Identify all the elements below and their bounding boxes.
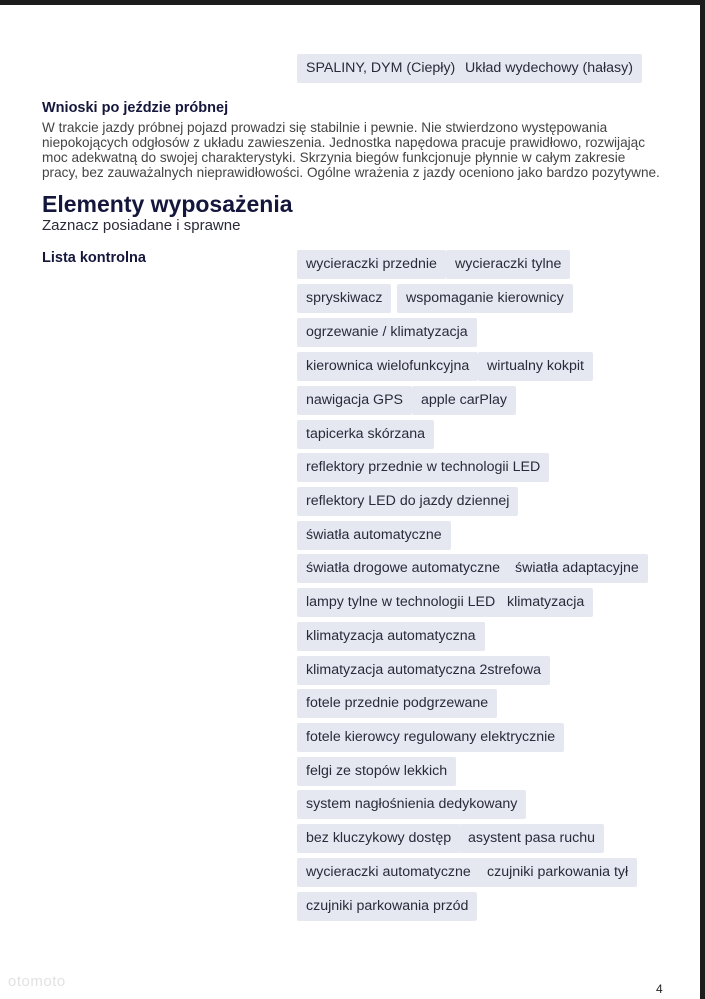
equipment-item: lampy tylne w technologii LED (297, 588, 504, 617)
equipment-item: tapicerka skórzana (297, 420, 434, 449)
document-page (0, 5, 700, 999)
equipment-item: fotele kierowcy regulowany elektrycznie (297, 723, 564, 752)
equipment-subtitle: Zaznacz posiadane i sprawne (42, 217, 241, 234)
equipment-item: reflektory LED do jazdy dziennej (297, 487, 518, 516)
equipment-item: nawigacja GPS (297, 386, 412, 415)
chip-exhaust-smoke: SPALINY, DYM (Ciepły) (297, 54, 464, 83)
equipment-item: apple carPlay (412, 386, 516, 415)
checklist-label: Lista kontrolna (42, 250, 146, 266)
equipment-item: fotele przednie podgrzewane (297, 689, 497, 718)
equipment-item: asystent pasa ruchu (459, 824, 604, 853)
equipment-item: kierownica wielofunkcyjna (297, 352, 478, 381)
page-number: 4 (656, 982, 663, 996)
equipment-item: wycieraczki przednie (297, 250, 446, 279)
equipment-item: klimatyzacja automatyczna (297, 622, 485, 651)
chip-exhaust-system: Układ wydechowy (hałasy) (456, 54, 642, 83)
equipment-item: światła adaptacyjne (506, 554, 648, 583)
equipment-item: światła automatyczne (297, 521, 451, 550)
equipment-item: bez kluczykowy dostęp (297, 824, 460, 853)
equipment-item: wirtualny kokpit (478, 352, 593, 381)
equipment-item: wspomaganie kierownicy (397, 284, 573, 313)
equipment-item: reflektory przednie w technologii LED (297, 453, 549, 482)
equipment-item: czujniki parkowania tył (478, 858, 637, 887)
equipment-item: ogrzewanie / klimatyzacja (297, 318, 477, 347)
equipment-item: klimatyzacja (498, 588, 593, 617)
equipment-heading: Elementy wyposażenia (42, 191, 293, 217)
equipment-item: system nagłośnienia dedykowany (297, 790, 526, 819)
equipment-item: wycieraczki automatyczne (297, 858, 480, 887)
watermark-logo: otomoto (8, 973, 66, 990)
equipment-item: felgi ze stopów lekkich (297, 757, 456, 786)
equipment-item: spryskiwacz (297, 284, 391, 313)
test-drive-conclusions-text: W trakcie jazdy próbnej pojazd prowadzi się stabilnie i pewnie. Nie stwierdzono występowania niepokojących odgłosów z układu zawieszenia. Jednostka napędowa pracuje prawidłowo, rozwijając moc adekwatną do swojej charakterystyki. Skrzynia biegów funkcjonuje płynnie w całym zakresie pracy, bez zauważalnych nieprawidłowości. Ogólne wrażenia z jazdy oceniono jako bardzo pozytywne. (42, 120, 660, 180)
test-drive-conclusions-heading: Wnioski po jeździe próbnej (42, 100, 229, 116)
equipment-item: wycieraczki tylne (446, 250, 570, 279)
equipment-item: klimatyzacja automatyczna 2strefowa (297, 656, 550, 685)
equipment-item: światła drogowe automatyczne (297, 554, 509, 583)
equipment-item: czujniki parkowania przód (297, 892, 477, 921)
